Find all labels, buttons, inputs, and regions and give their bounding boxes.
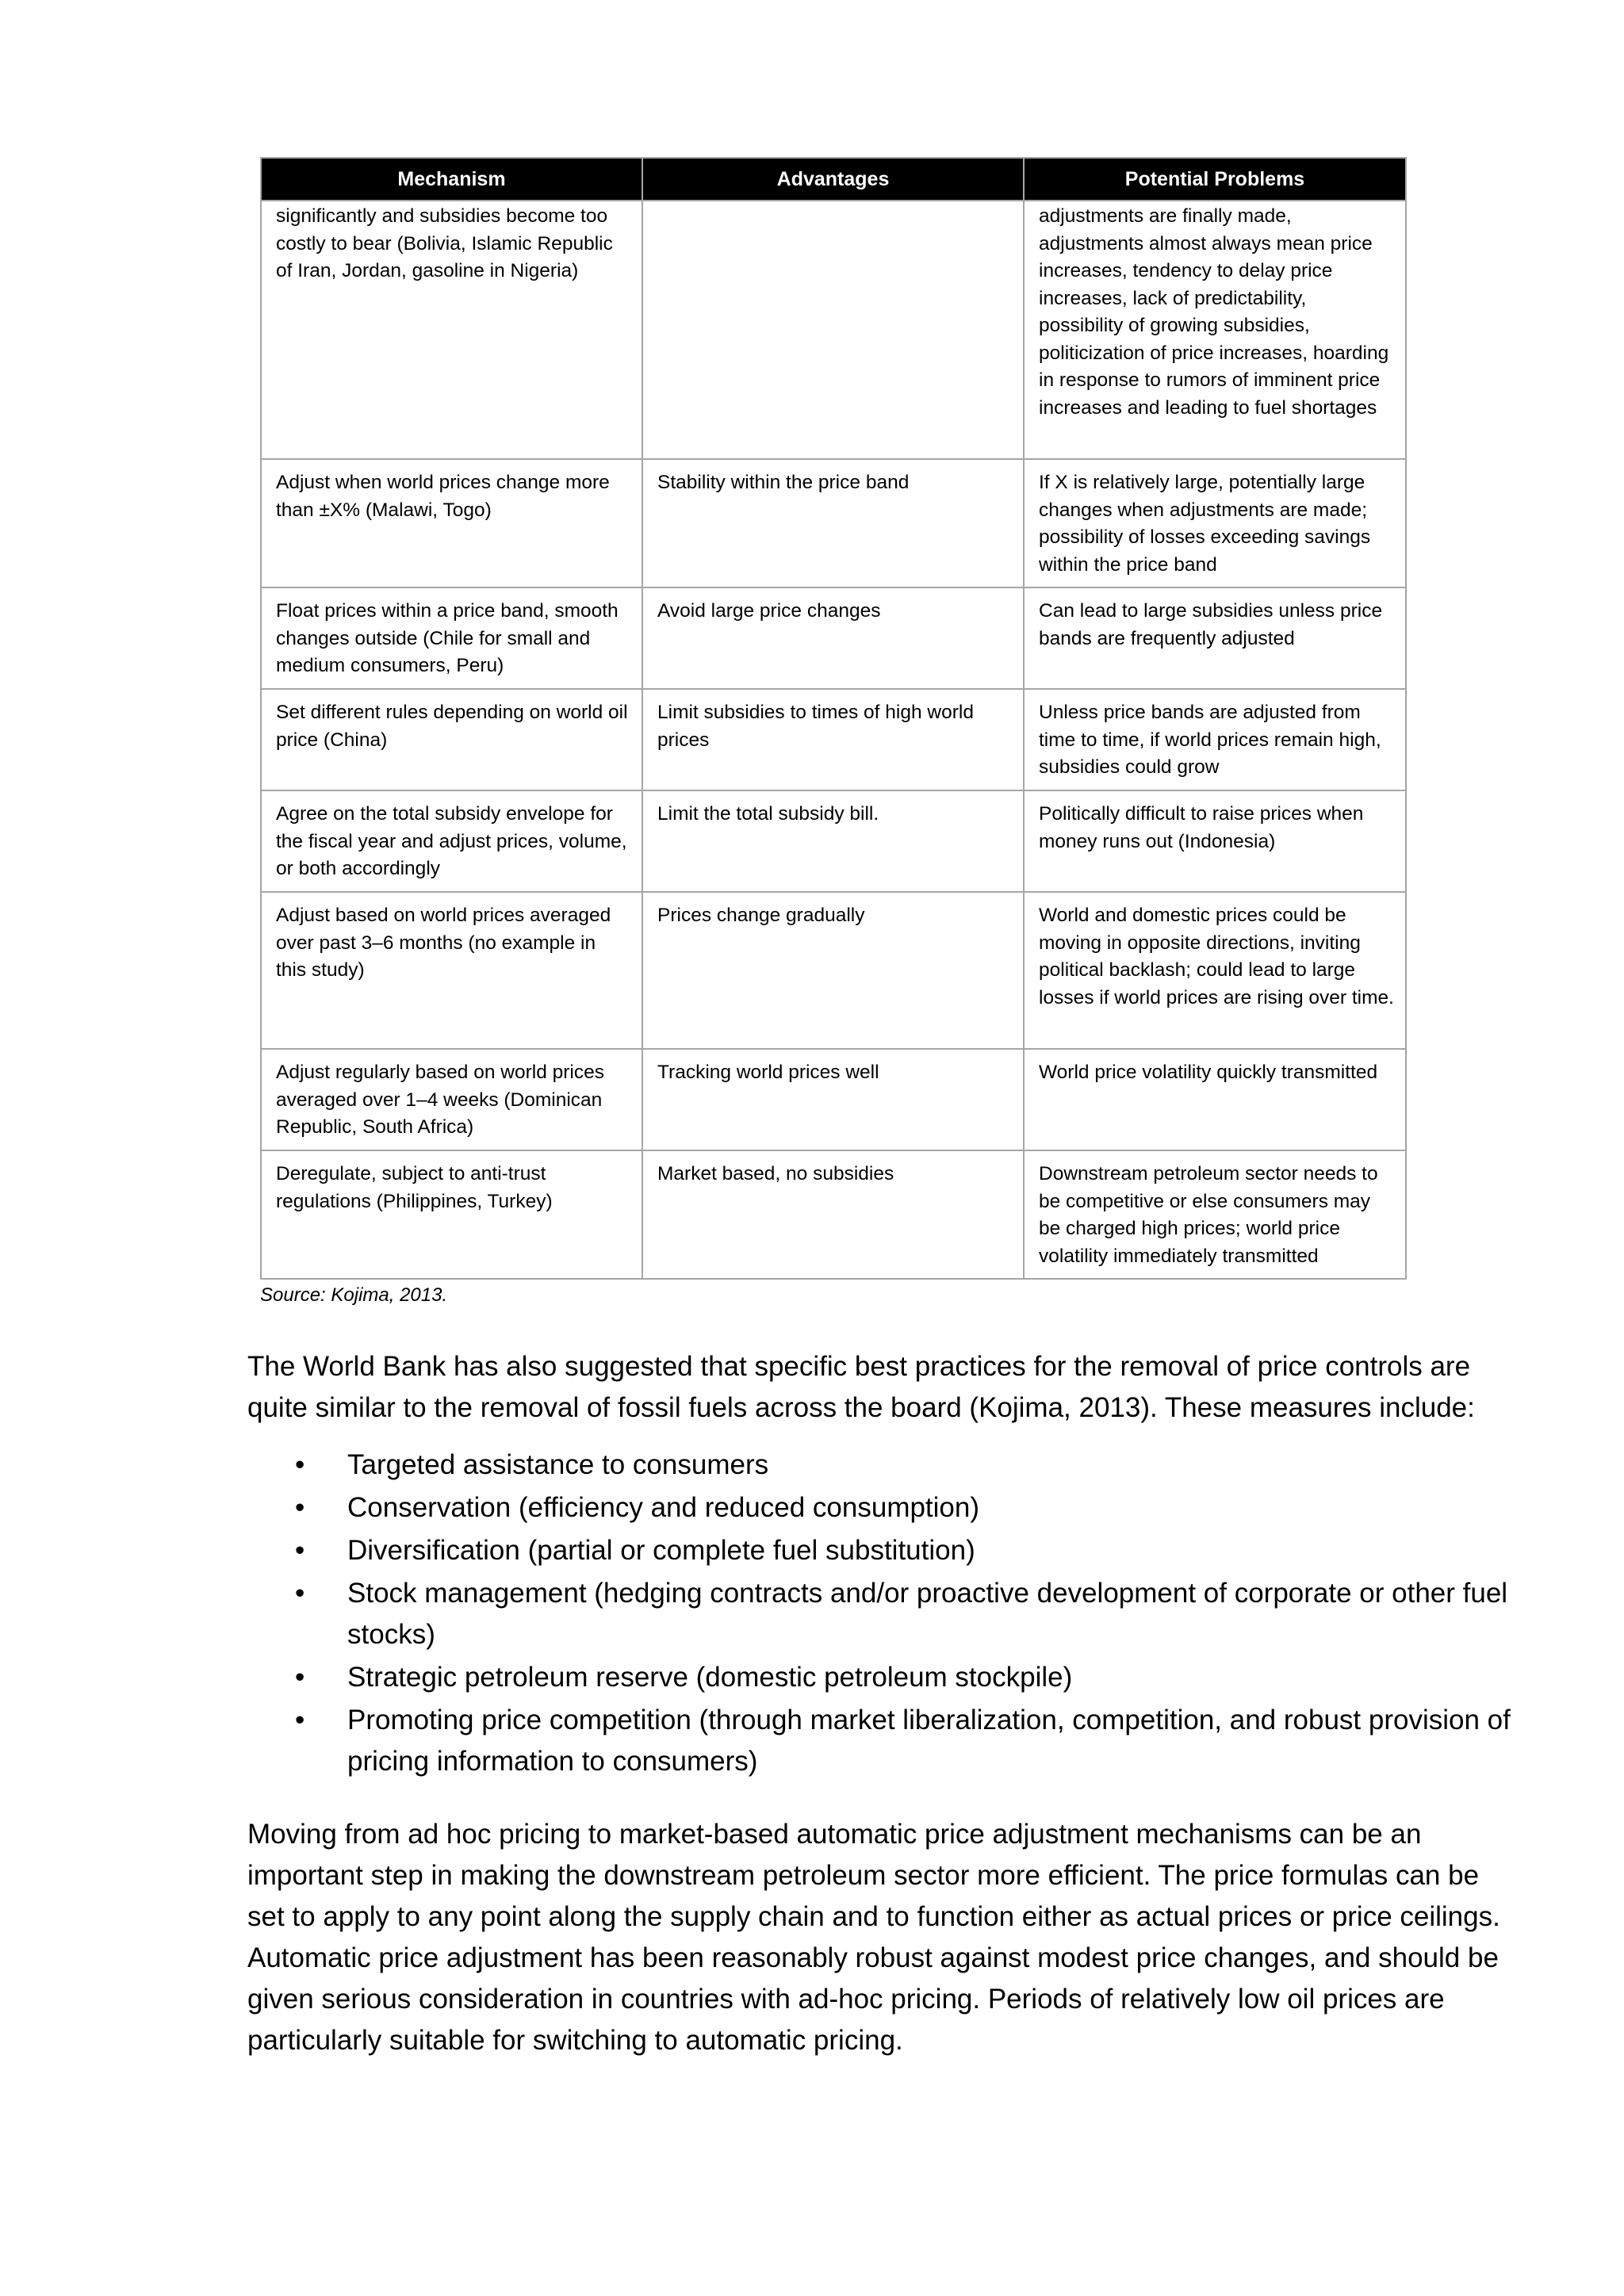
table-row (261, 459, 1406, 587)
table-source-note: Source: Kojima, 2013. (260, 1284, 448, 1306)
advantages-cell: Limit subsidies to times of high world prices (642, 689, 1024, 790)
table-row (261, 1150, 1406, 1279)
column-header-mechanism: Mechanism (261, 158, 642, 201)
table-row (261, 892, 1406, 1049)
list-item-text: Diversification (partial or complete fuel substitution) (347, 1535, 975, 1566)
paragraph-automatic-pricing: Moving from ad hoc pricing to market-based automatic price adjustment mechanisms can be an important step in making the downstream petroleum sector more efficient. The price formulas can be set to apply to any point along the supply chain and to function either as actual prices or price ceilings. Automatic price adjustment has been reasonably robust against modest price changes, and should be given serious consideration in countries with ad-hoc pricing. Periods of relatively low oil prices are particularly suitable for switching to automatic pricing. (247, 1819, 1500, 2056)
mechanism-cell: significantly and subsidies become too costly to bear (Bolivia, Islamic Republic of Iran, Jordan, gasoline in Nigeria) (261, 201, 642, 459)
table-row (261, 587, 1406, 689)
paragraph-best-practices: The World Bank has also suggested that specific best practices for the removal of price controls are quite similar to the removal of fossil fuels across the board (Kojima, 2013). These measures include: (247, 1351, 1475, 1423)
mechanism-cell: Adjust based on world prices averaged over past 3–6 months (no example in this study) (261, 892, 642, 1049)
problems-cell: If X is relatively large, potentially large changes when adjustments are made; possibility of losses exceeding savings within the price band (1024, 459, 1406, 587)
list-item (247, 1445, 1524, 1486)
column-header-advantages: Advantages (642, 158, 1024, 201)
bullet-icon: • (295, 1492, 305, 1523)
mechanism-cell: Adjust when world prices change more than ±X% (Malawi, Togo) (261, 459, 642, 587)
problems-cell: Downstream petroleum sector needs to be competitive or else consumers may be charged high prices; world price volatility immediately transmitted (1024, 1150, 1406, 1279)
advantages-cell: Tracking world prices well (642, 1049, 1024, 1150)
list-item-text: Targeted assistance to consumers (347, 1449, 769, 1480)
advantages-cell: Market based, no subsidies (642, 1150, 1024, 1279)
bullet-icon: • (295, 1449, 305, 1480)
mechanism-cell: Adjust regularly based on world prices averaged over 1–4 weeks (Dominican Republic, South Africa) (261, 1049, 642, 1150)
bullet-icon: • (295, 1662, 305, 1693)
price-mechanism-table (260, 157, 1407, 1280)
table-header-row (261, 158, 1406, 201)
problems-cell: Politically difficult to raise prices when money runs out (Indonesia) (1024, 790, 1406, 892)
mechanism-table-container (260, 157, 1405, 1280)
list-item-text: Promoting price competition (through market liberalization, competition, and robust provision of pricing information to consumers) (347, 1705, 1511, 1777)
problems-cell: World price volatility quickly transmitted (1024, 1049, 1406, 1150)
mechanism-cell: Float prices within a price band, smooth changes outside (Chile for small and medium consumers, Peru) (261, 587, 642, 689)
measures-list (247, 1445, 1524, 1784)
bullet-icon: • (295, 1578, 305, 1609)
advantages-cell: Stability within the price band (642, 459, 1024, 587)
bullet-icon: • (295, 1705, 305, 1735)
list-item-text: Strategic petroleum reserve (domestic petroleum stockpile) (347, 1662, 1073, 1693)
list-item (247, 1700, 1524, 1782)
advantages-cell: Limit the total subsidy bill. (642, 790, 1024, 892)
list-item-text: Conservation (efficiency and reduced consumption) (347, 1492, 980, 1523)
advantages-cell (642, 201, 1024, 459)
bullet-icon: • (295, 1535, 305, 1566)
problems-cell: adjustments are finally made, adjustments almost always mean price increases, tendency to delay price increases, lack of predictability, possibility of growing subsidies, politicization of price increases, hoarding in response to rumors of imminent price increases and leading to fuel shortages (1024, 201, 1406, 459)
mechanism-cell: Deregulate, subject to anti-trust regulations (Philippines, Turkey) (261, 1150, 642, 1279)
table-row (261, 790, 1406, 892)
problems-cell: Can lead to large subsidies unless price bands are frequently adjusted (1024, 587, 1406, 689)
advantages-cell: Avoid large price changes (642, 587, 1024, 689)
mechanism-cell: Set different rules depending on world oil price (China) (261, 689, 642, 790)
list-item (247, 1487, 1524, 1529)
problems-cell: World and domestic prices could be moving in opposite directions, inviting political backlash; could lead to large losses if world prices are rising over time. (1024, 892, 1406, 1049)
column-header-potential-problems: Potential Problems (1024, 158, 1406, 201)
table-row (261, 201, 1406, 459)
table-row (261, 1049, 1406, 1150)
list-item-text: Stock management (hedging contracts and/or proactive development of corporate or other fuel stocks) (347, 1578, 1508, 1650)
list-item (247, 1530, 1524, 1571)
problems-cell: Unless price bands are adjusted from time to time, if world prices remain high, subsidies could grow (1024, 689, 1406, 790)
advantages-cell: Prices change gradually (642, 892, 1024, 1049)
list-item (247, 1573, 1524, 1655)
table-row (261, 689, 1406, 790)
mechanism-cell: Agree on the total subsidy envelope for the fiscal year and adjust prices, volume, or both accordingly (261, 790, 642, 892)
list-item (247, 1657, 1524, 1698)
